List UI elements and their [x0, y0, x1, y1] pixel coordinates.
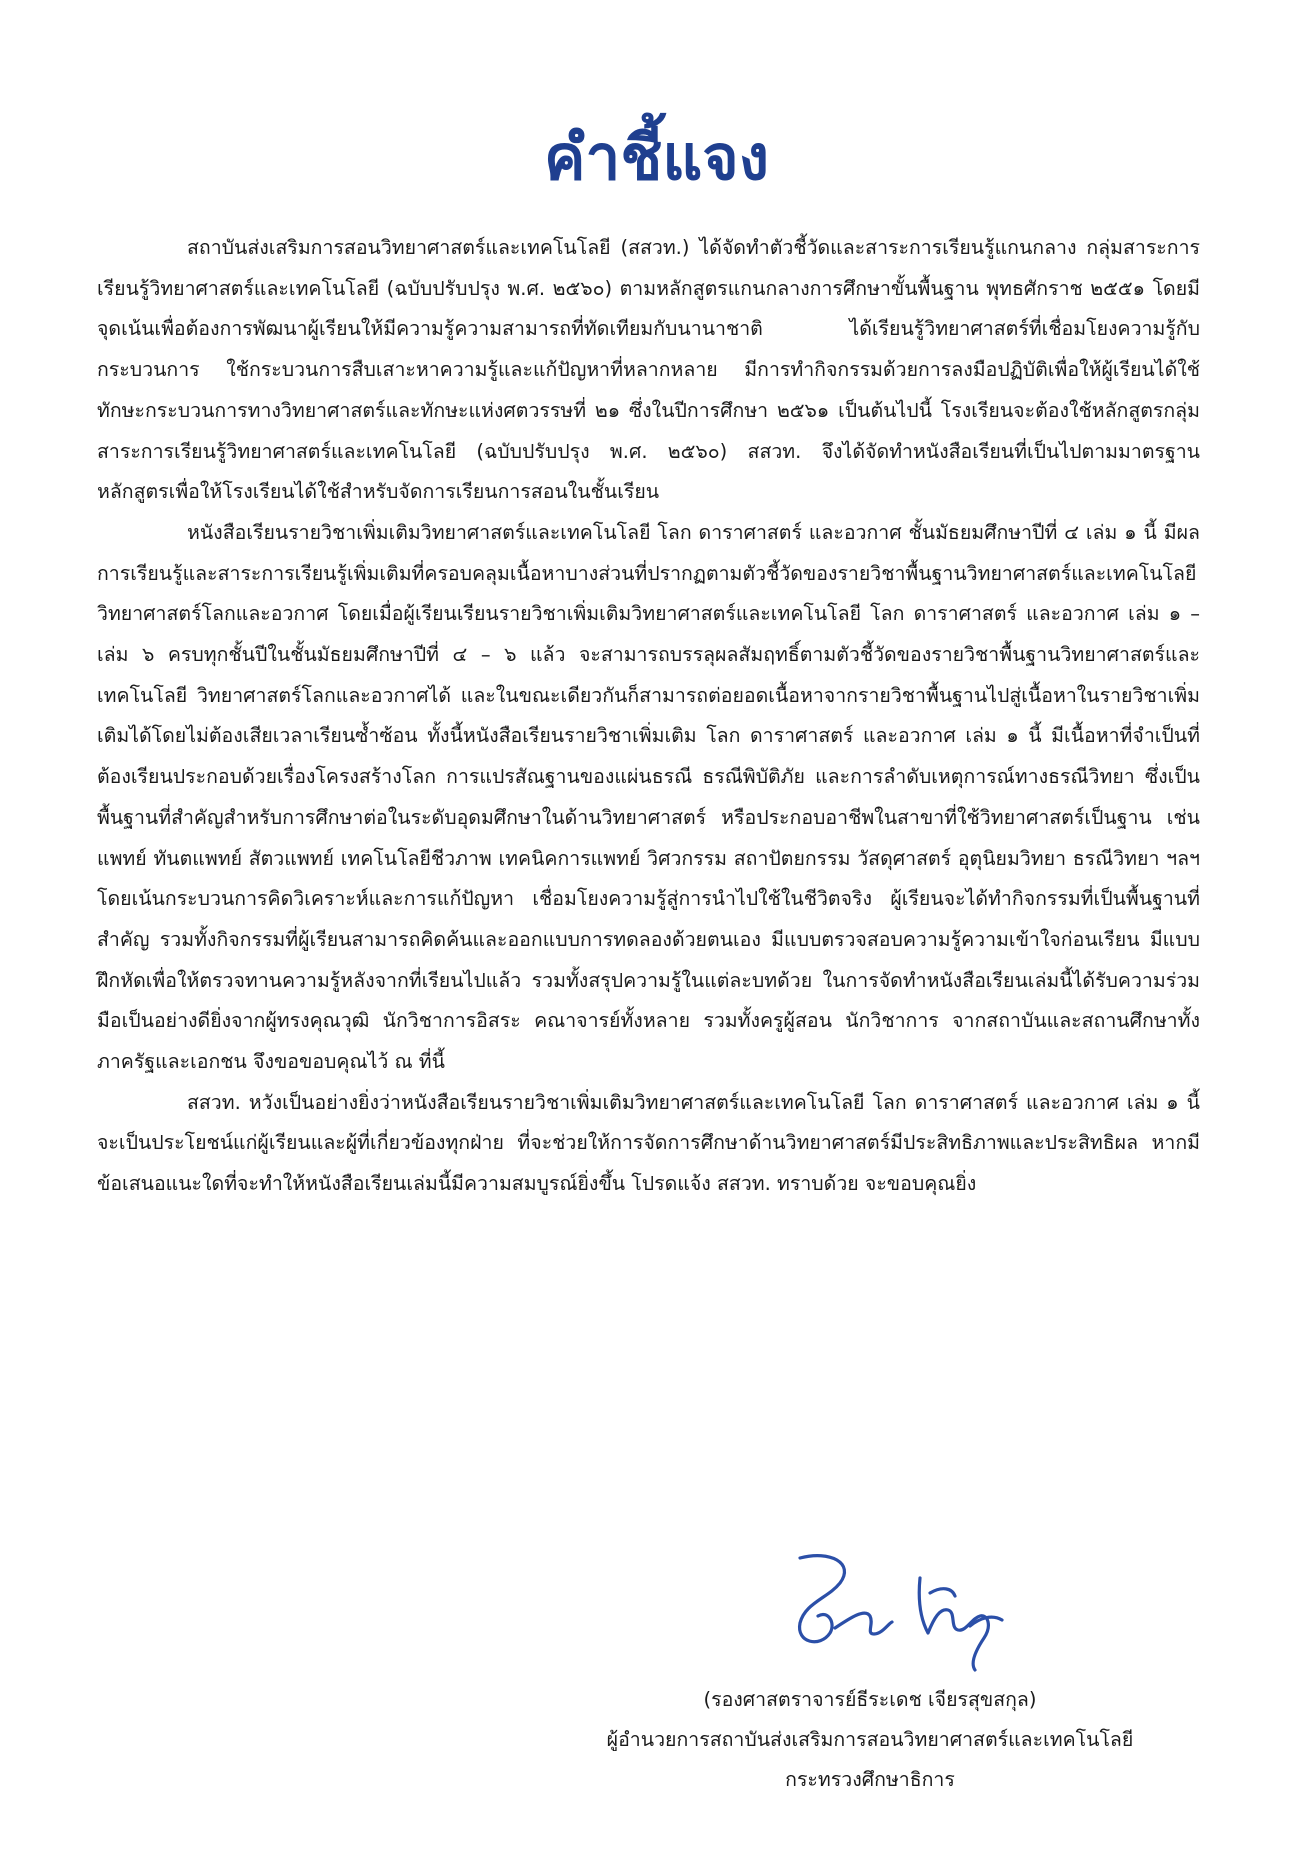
signatory-position: ผู้อำนวยการสถาบันส่งเสริมการสอนวิทยาศาสตร์และเทคโนโลยี: [606, 1728, 1134, 1751]
signatory-ministry: กระทรวงศึกษาธิการ: [785, 1768, 955, 1791]
body-text: [97, 228, 1200, 1205]
paragraph-closing: สสวท. หวังเป็นอย่างยิ่งว่าหนังสือเรียนรายวิชาเพิ่มเติมวิทยาศาสตร์และเทคโนโลยี โลก ดาราศาสตร์ และอวกาศ เล่ม ๑ นี้ จะเป็นประโยชน์แก่ผู้เรียนและผู้ที่เกี่ยวข้องทุกฝ่าย ที่จะช่วยให้การจัดการศึกษาด้านวิทยาศาสตร์มีประสิทธิภาพและประสิทธิผล หากมีข้อเสนอแนะใดที่จะทำให้หนังสือเรียนเล่มนี้มีความสมบูรณ์ยิ่งขึ้น โปรดแจ้ง สสวท. ทราบด้วย จะขอบคุณยิ่ง: [97, 1090, 1200, 1196]
paragraph-book-description: หนังสือเรียนรายวิชาเพิ่มเติมวิทยาศาสตร์และเทคโนโลยี โลก ดาราศาสตร์ และอวกาศ ชั้นมัธยมศึกษาปีที่ ๔ เล่ม ๑ นี้ มีผลการเรียนรู้และสาระการเรียนรู้เพิ่มเติมที่ครอบคลุมเนื้อหาบางส่วนที่ปรากฏตามตัวชี้วัดของรายวิชาพื้นฐานวิทยาศาสตร์และเทคโนโลยี วิทยาศาสตร์โลกและอวกาศ โดยเมื่อผู้เรียนเรียนรายวิชาเพิ่มเติมวิทยาศาสตร์และเทคโนโลยี โลก ดาราศาสตร์ และอวกาศ เล่ม ๑ – เล่ม ๖ ครบทุกชั้นปีในชั้นมัธยมศึกษาปีที่ ๔ – ๖ แล้ว จะสามารถบรรลุผลสัมฤทธิ์ตามตัวชี้วัดของรายวิชาพื้นฐานวิทยาศาสตร์และเทคโนโลยี วิทยาศาสตร์โลกและอวกาศได้ และในขณะเดียวกันก็สามารถต่อยอดเนื้อหาจากรายวิชาพื้นฐานไปสู่เนื้อหาในรายวิชาเพิ่มเติมได้โดยไม่ต้องเสียเวลาเรียนซ้ำซ้อน ทั้งนี้หนังสือเรียนรายวิชาเพิ่มเติม โลก ดาราศาสตร์ และอวกาศ เล่ม ๑ นี้ มีเนื้อหาที่จำเป็นที่ต้องเรียนประกอบด้วยเรื่องโครงสร้างโลก การแปรสัณฐานของแผ่นธรณี ธรณีพิบัติภัย และการลำดับเหตุการณ์ทางธรณีวิทยา ซึ่งเป็นพื้นฐานที่สำคัญสำหรับการศึกษาต่อในระดับอุดมศึกษาในด้านวิทยาศาสตร์ หรือประกอบอาชีพในสาขาที่ใช้วิทยาศาสตร์เป็นฐาน เช่น แพทย์ ทันตแพทย์ สัตวแพทย์ เทคโนโลยีชีวภาพ เทคนิคการแพทย์ วิศวกรรม สถาปัตยกรรม วัสดุศาสตร์ อุตุนิยมวิทยา ธรณีวิทยา ฯลฯ โดยเน้นกระบวนการคิดวิเคราะห์และการแก้ปัญหา เชื่อมโยงความรู้สู่การนำไปใช้ในชีวิตจริง ผู้เรียนจะได้ทำกิจกรรมที่เป็นพื้นฐานที่สำคัญ รวมทั้งกิจกรรมที่ผู้เรียนสามารถคิดค้นและออกแบบการทดลองด้วยตนเอง มีแบบตรวจสอบความรู้ความเข้าใจก่อนเรียน มีแบบฝึกหัดเพื่อให้ตรวจทานความรู้หลังจากที่เรียนไปแล้ว รวมทั้งสรุปความรู้ในแต่ละบทด้วย ในการจัดทำหนังสือเรียนเล่มนี้ได้รับความร่วมมือเป็นอย่างดียิ่งจากผู้ทรงคุณวุฒิ นักวิชาการอิสระ คณาจารย์ทั้งหลาย รวมทั้งครูผู้สอน นักวิชาการ จากสถาบันและสถานศึกษาทั้งภาครัฐและเอกชน จึงขอขอบคุณไว้ ณ ที่นี้: [97, 520, 1200, 1074]
paragraph-intro: สถาบันส่งเสริมการสอนวิทยาศาสตร์และเทคโนโลยี (สสวท.) ได้จัดทำตัวชี้วัดและสาระการเรียนรู้แกนกลาง กลุ่มสาระการเรียนรู้วิทยาศาสตร์และเทคโนโลยี (ฉบับปรับปรุง พ.ศ. ๒๕๖๐) ตามหลักสูตรแกนกลางการศึกษาขั้นพื้นฐาน พุทธศักราช ๒๕๕๑ โดยมีจุดเน้นเพื่อต้องการพัฒนาผู้เรียนให้มีความรู้ความสามารถที่ทัดเทียมกับนานาชาติ ได้เรียนรู้วิทยาศาสตร์ที่เชื่อมโยงความรู้กับกระบวนการ ใช้กระบวนการสืบเสาะหาความรู้และแก้ปัญหาที่หลากหลาย มีการทำกิจกรรมด้วยการลงมือปฏิบัติเพื่อให้ผู้เรียนได้ใช้ทักษะกระบวนการทางวิทยาศาสตร์และทักษะแห่งศตวรรษที่ ๒๑ ซึ่งในปีการศึกษา ๒๕๖๑ เป็นต้นไปนี้ โรงเรียนจะต้องใช้หลักสูตรกลุ่มสาระการเรียนรู้วิทยาศาสตร์และเทคโนโลยี (ฉบับปรับปรุง พ.ศ. ๒๕๖๐) สสวท. จึงได้จัดทำหนังสือเรียนที่เป็นไปตามมาตรฐานหลักสูตรเพื่อให้โรงเรียนได้ใช้สำหรับจัดการเรียนการสอนในชั้นเรียน: [97, 236, 1200, 504]
signatory-block: [560, 1680, 1180, 1800]
handwritten-signature: [770, 1538, 1020, 1678]
page-title: คำชี้แจง: [544, 121, 769, 194]
signatory-name: (รองศาสตราจารย์ธีระเดช เจียรสุขสกุล): [703, 1688, 1037, 1711]
